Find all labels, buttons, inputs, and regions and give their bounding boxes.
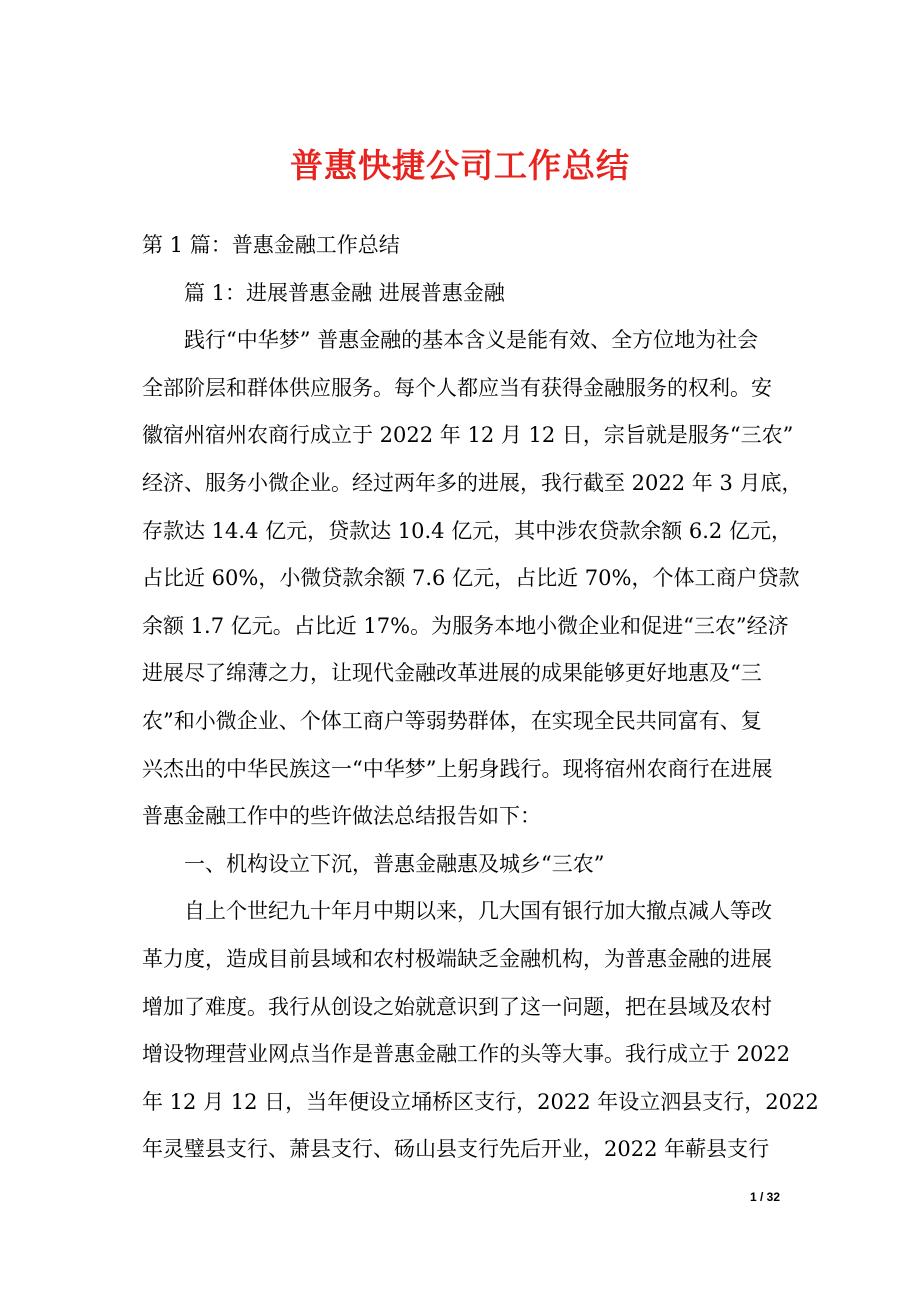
subsection-heading: 篇 1：进展普惠金融 进展普惠金融 xyxy=(184,280,505,305)
section-heading: 一、机构设立下沉，普惠金融惠及城乡“三农” xyxy=(184,851,605,876)
paragraph-line: 经济、服务小微企业。经过两年多的进展，我行截至 2022 年 3 月底， xyxy=(142,470,803,495)
paragraph-line: 普惠金融工作中的些许做法总结报告如下： xyxy=(142,804,541,829)
paragraph-line: 余额 1.7 亿元。占比近 17%。为服务本地小微企业和促进“三农”经济 xyxy=(142,613,789,638)
paragraph-line: 革力度，造成目前县域和农村极端缺乏金融机构，为普惠金融的进展 xyxy=(142,946,772,971)
paragraph-line: 占比近 60%，小微贷款余额 7.6 亿元，占比近 70%，个体工商户贷款 xyxy=(142,566,800,591)
paragraph-line: 徽宿州宿州农商行成立于 2022 年 12 月 12 日，宗旨就是服务“三农” xyxy=(142,423,794,448)
paragraph-line: 自上个世纪九十年月中期以来，几大国有银行加大撤点减人等改 xyxy=(184,899,772,924)
paragraph-line: 农”和小微企业、个体工商户等弱势群体，在实现全民共同富有、复 xyxy=(142,708,762,733)
section-heading: 第 1 篇：普惠金融工作总结 xyxy=(142,233,400,257)
paragraph-line: 践行“中华梦” 普惠金融的基本含义是能有效、全方位地为社会 xyxy=(184,328,759,353)
paragraph-line: 增加了难度。我行从创设之始就意识到了这一问题，把在县域及农村 xyxy=(142,994,772,1019)
paragraph-line: 全部阶层和群体供应服务。每个人都应当有获得金融服务的权利。安 xyxy=(142,375,772,400)
paragraph-line: 年 12 月 12 日，当年便设立埇桥区支行，2022 年设立泗县支行，2022 xyxy=(142,1089,819,1114)
paragraph-line: 年灵璧县支行、萧县支行、砀山县支行先后开业，2022 年蕲县支行 xyxy=(142,1137,770,1162)
document-title: 普惠快捷公司工作总结 xyxy=(290,146,630,185)
paragraph-line: 增设物理营业网点当作是普惠金融工作的头等大事。我行成立于 2022 xyxy=(142,1042,791,1067)
paragraph-line: 进展尽了绵薄之力，让现代金融改革进展的成果能够更好地惠及“三 xyxy=(142,661,762,686)
paragraph-line: 存款达 14.4 亿元，贷款达 10.4 亿元，其中涉农贷款余额 6.2 亿元， xyxy=(142,518,792,543)
page-number: 1 / 32 xyxy=(749,1190,780,1204)
document-body xyxy=(142,222,819,1174)
paragraph-line: 兴杰出的中华民族这一“中华梦”上躬身践行。现将宿州农商行在进展 xyxy=(142,756,773,781)
